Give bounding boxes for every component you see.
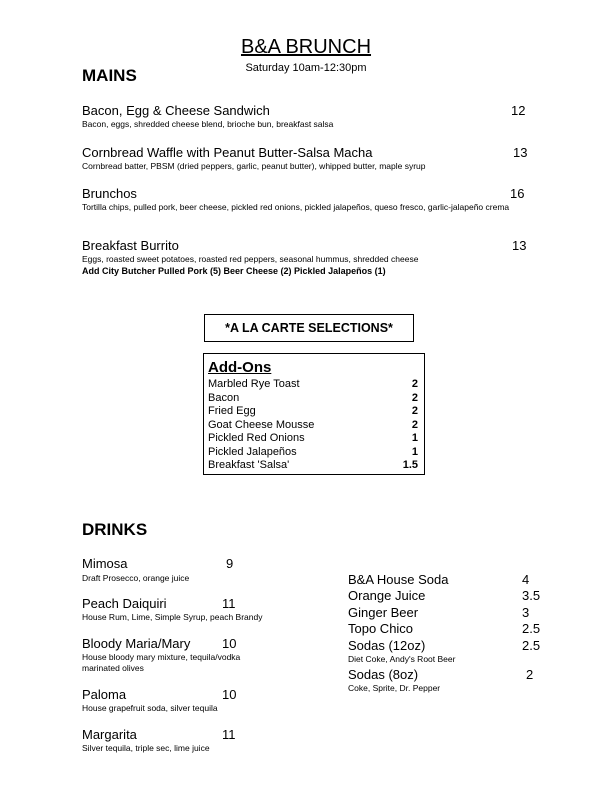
addon-price: 1: [411, 432, 418, 444]
menu-subtitle: Saturday 10am-12:30pm: [245, 62, 367, 74]
addon-name: Pickled Red Onions: [208, 432, 305, 444]
cocktail-desc: House bloody mary mixture, tequila/vodka: [82, 652, 241, 662]
cocktail-price: 9: [226, 556, 234, 571]
cocktail-desc: House grapefruit soda, silver tequila: [82, 703, 218, 713]
main-item-name: Breakfast Burrito: [82, 238, 179, 253]
main-item-name: Cornbread Waffle with Peanut Butter-Salsa Macha: [82, 145, 373, 160]
soft-drink-name: B&A House Soda: [348, 572, 449, 587]
soft-drink-desc: Diet Coke, Andy's Root Beer: [348, 654, 456, 664]
mains-heading: MAINS: [82, 66, 137, 85]
addon-row: [208, 392, 418, 406]
alacarte-label: *A LA CARTE SELECTIONS*: [204, 314, 414, 342]
main-item-desc: Bacon, eggs, shredded cheese blend, brioche bun, breakfast salsa: [82, 119, 334, 129]
cocktail-name: Peach Daiquiri: [82, 596, 167, 611]
soft-drink-price: 3: [522, 605, 530, 620]
addon-name: Pickled Jalapeños: [208, 445, 297, 458]
addon-name: Fried Egg: [208, 405, 256, 417]
drinks-heading: DRINKS: [82, 520, 148, 539]
addon-row: [208, 459, 418, 473]
addon-price: 1: [411, 445, 418, 458]
main-item-price: 13: [512, 238, 527, 253]
soft-drink-desc: Coke, Sprite, Dr. Pepper: [348, 683, 441, 693]
addon-row: [208, 446, 418, 460]
cocktail-price: 10: [222, 687, 237, 702]
soft-drink-name: Orange Juice: [348, 588, 426, 603]
main-item-name: Brunchos: [82, 186, 137, 201]
burrito-addon-note: Add City Butcher Pulled Pork (5) Beer Cheese (2) Pickled Jalapeños (1): [82, 266, 386, 276]
addon-name: Marbled Rye Toast: [208, 378, 300, 390]
addons-box: [203, 353, 425, 475]
soft-drink-name: Ginger Beer: [348, 605, 419, 620]
cocktail-desc: Silver tequila, triple sec, lime juice: [82, 743, 210, 753]
soft-drink-price: 3.5: [522, 588, 541, 603]
addon-price: 2: [411, 405, 418, 417]
cocktail-price: 11: [222, 596, 236, 611]
cocktail-desc: marinated olives: [82, 663, 144, 673]
soft-drink-price: 2.5: [522, 638, 541, 653]
addon-name: Goat Cheese Mousse: [208, 418, 315, 431]
cocktail-name: Paloma: [82, 687, 127, 702]
soft-drink-name: Sodas (8oz): [348, 667, 419, 682]
main-item-price: 16: [510, 186, 525, 201]
cocktail-name: Bloody Maria/Mary: [82, 636, 191, 651]
main-item-desc: Eggs, roasted sweet potatoes, roasted red peppers, seasonal hummus, shredded cheese: [82, 254, 419, 264]
addon-name: Breakfast 'Salsa': [208, 459, 290, 471]
main-item-price: 13: [513, 145, 528, 160]
main-item-desc: Tortilla chips, pulled pork, beer cheese, pickled red onions, pickled jalapeños, queso fresco, garlic-jalapeño crema: [82, 202, 510, 212]
addons-heading: Add-Ons: [208, 359, 272, 376]
soft-drink-price: 4: [522, 572, 530, 587]
cocktail-desc: House Rum, Lime, Simple Syrup, peach Brandy: [82, 612, 263, 622]
main-item-price: 12: [511, 103, 526, 118]
menu-title: B&A BRUNCH: [240, 36, 372, 58]
addon-row: [208, 405, 418, 419]
addon-name: Bacon: [208, 391, 240, 404]
addon-price: 2: [411, 378, 418, 390]
cocktail-name: Margarita: [82, 727, 137, 742]
addon-price: 2: [411, 418, 418, 431]
cocktail-name: Mimosa: [82, 556, 128, 571]
addon-price: 2: [411, 391, 418, 404]
addon-row: [208, 378, 418, 392]
soft-drink-name: Topo Chico: [348, 621, 414, 636]
soft-drink-name: Sodas (12oz): [348, 638, 426, 653]
main-item-desc: Cornbread batter, PBSM (dried peppers, garlic, peanut butter), whipped butter, maple syrup: [82, 161, 426, 171]
addon-price: 1.5: [402, 459, 418, 471]
cocktail-price: 10: [222, 636, 237, 651]
cocktail-price: 11: [222, 727, 236, 742]
addon-row: [208, 432, 418, 446]
cocktail-desc: Draft Prosecco, orange juice: [82, 573, 190, 583]
soft-drink-price: 2.5: [522, 621, 541, 636]
addon-row: [208, 419, 418, 433]
main-item-name: Bacon, Egg & Cheese Sandwich: [82, 103, 270, 118]
soft-drink-price: 2: [526, 667, 534, 682]
